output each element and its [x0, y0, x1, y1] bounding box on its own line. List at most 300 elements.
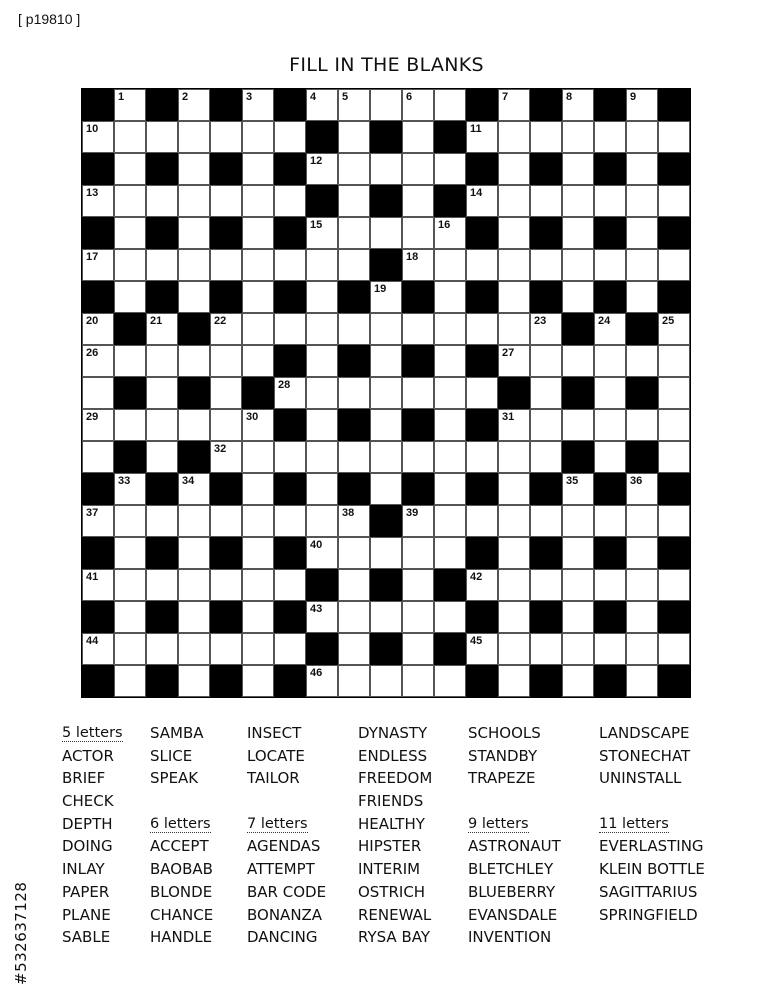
grid-cell[interactable] [402, 601, 434, 633]
grid-cell[interactable] [242, 313, 274, 345]
grid-cell[interactable] [178, 569, 210, 601]
grid-cell[interactable] [146, 505, 178, 537]
grid-cell[interactable] [594, 345, 626, 377]
grid-cell[interactable] [370, 217, 402, 249]
grid-cell[interactable] [658, 121, 690, 153]
grid-cell[interactable] [274, 633, 306, 665]
grid-cell[interactable] [402, 537, 434, 569]
grid-cell[interactable] [498, 281, 530, 313]
grid-cell[interactable] [562, 185, 594, 217]
grid-cell[interactable] [498, 345, 530, 377]
grid-cell[interactable] [178, 217, 210, 249]
black-cell [274, 153, 306, 185]
length-heading [247, 813, 326, 836]
grid-cell[interactable] [306, 377, 338, 409]
grid-cell[interactable] [210, 249, 242, 281]
grid-cell[interactable] [338, 121, 370, 153]
grid-cell[interactable] [306, 281, 338, 313]
grid-cell[interactable] [626, 409, 658, 441]
grid-cell[interactable] [594, 121, 626, 153]
grid-cell[interactable] [114, 281, 146, 313]
grid-cell[interactable] [82, 345, 114, 377]
grid-cell[interactable] [82, 409, 114, 441]
grid-cell[interactable] [242, 409, 274, 441]
grid-cell[interactable] [466, 121, 498, 153]
grid-cell[interactable] [626, 473, 658, 505]
length-heading-text: 9 letters [468, 815, 529, 832]
grid-cell[interactable] [82, 441, 114, 473]
black-cell [658, 281, 690, 313]
word-item [247, 835, 326, 858]
grid-cell[interactable] [242, 121, 274, 153]
grid-cell[interactable] [82, 121, 114, 153]
grid-cell[interactable] [562, 665, 594, 697]
length-heading [599, 813, 705, 836]
black-cell [210, 537, 242, 569]
grid-cell[interactable] [498, 89, 530, 121]
grid-cell[interactable] [658, 313, 690, 345]
grid-cell[interactable] [210, 345, 242, 377]
grid-cell[interactable] [114, 345, 146, 377]
grid-cell[interactable] [626, 665, 658, 697]
grid-cell[interactable] [434, 217, 466, 249]
grid-cell[interactable] [434, 537, 466, 569]
grid-cell[interactable] [498, 633, 530, 665]
grid-cell[interactable] [498, 249, 530, 281]
black-cell [274, 601, 306, 633]
grid-cell[interactable] [178, 185, 210, 217]
black-cell [594, 537, 626, 569]
grid-cell[interactable] [498, 505, 530, 537]
grid-cell[interactable] [498, 313, 530, 345]
word-item [599, 835, 705, 858]
grid-cell[interactable] [338, 537, 370, 569]
grid-cell[interactable] [210, 409, 242, 441]
grid-cell[interactable] [114, 121, 146, 153]
black-cell [530, 217, 562, 249]
word-item [599, 858, 705, 881]
grid-cell[interactable] [658, 505, 690, 537]
grid-cell[interactable] [242, 441, 274, 473]
word-item [358, 813, 432, 836]
grid-cell[interactable] [242, 537, 274, 569]
grid-cell[interactable] [594, 409, 626, 441]
grid-cell[interactable] [210, 121, 242, 153]
grid-cell[interactable] [178, 345, 210, 377]
grid-cell[interactable] [402, 313, 434, 345]
grid-cell[interactable] [114, 537, 146, 569]
grid-cell[interactable] [146, 313, 178, 345]
grid-cell[interactable] [530, 121, 562, 153]
grid-cell[interactable] [306, 409, 338, 441]
grid-cell[interactable] [370, 441, 402, 473]
grid-cell[interactable] [210, 505, 242, 537]
grid-cell[interactable] [370, 313, 402, 345]
grid-cell[interactable] [562, 121, 594, 153]
grid-cell[interactable] [242, 153, 274, 185]
grid-cell[interactable] [178, 409, 210, 441]
word-item [468, 767, 561, 790]
grid-cell[interactable] [146, 345, 178, 377]
grid-cell[interactable] [530, 185, 562, 217]
grid-cell[interactable] [370, 377, 402, 409]
grid-cell[interactable] [594, 249, 626, 281]
grid-cell[interactable] [178, 505, 210, 537]
grid-cell[interactable] [178, 249, 210, 281]
grid-cell[interactable] [562, 89, 594, 121]
clue-number: 28 [278, 379, 291, 391]
black-cell [594, 665, 626, 697]
black-cell [274, 345, 306, 377]
grid-cell[interactable] [626, 217, 658, 249]
grid-cell[interactable] [338, 153, 370, 185]
word-item [599, 722, 705, 745]
grid-cell[interactable] [402, 569, 434, 601]
grid-cell[interactable] [466, 505, 498, 537]
grid-cell[interactable] [146, 249, 178, 281]
grid-cell[interactable] [658, 633, 690, 665]
grid-cell[interactable] [114, 665, 146, 697]
grid-cell[interactable] [658, 377, 690, 409]
grid-cell[interactable] [338, 601, 370, 633]
black-cell [178, 313, 210, 345]
grid-cell[interactable] [370, 281, 402, 313]
black-cell [402, 409, 434, 441]
grid-cell[interactable] [658, 345, 690, 377]
grid-cell[interactable] [82, 377, 114, 409]
grid-cell[interactable] [242, 601, 274, 633]
grid-cell[interactable] [594, 505, 626, 537]
word-item [247, 926, 326, 949]
grid-cell[interactable] [114, 601, 146, 633]
grid-cell[interactable] [242, 249, 274, 281]
grid-cell[interactable] [626, 633, 658, 665]
grid-cell[interactable] [594, 313, 626, 345]
grid-cell[interactable] [242, 569, 274, 601]
grid-cell[interactable] [370, 89, 402, 121]
grid-cell[interactable] [498, 409, 530, 441]
grid-cell[interactable] [466, 185, 498, 217]
grid-cell[interactable] [178, 601, 210, 633]
grid-cell[interactable] [274, 377, 306, 409]
grid-cell[interactable] [626, 281, 658, 313]
grid-cell[interactable] [114, 89, 146, 121]
clue-number: 42 [470, 571, 483, 583]
grid-cell[interactable] [434, 505, 466, 537]
black-cell [434, 569, 466, 601]
grid-cell[interactable] [370, 537, 402, 569]
grid-cell[interactable] [178, 153, 210, 185]
black-cell [530, 537, 562, 569]
grid-cell[interactable] [274, 185, 306, 217]
grid-cell[interactable] [370, 345, 402, 377]
grid-cell[interactable] [274, 505, 306, 537]
grid-cell[interactable] [338, 633, 370, 665]
grid-cell[interactable] [530, 633, 562, 665]
grid-cell[interactable] [82, 185, 114, 217]
grid-cell[interactable] [434, 441, 466, 473]
grid-cell[interactable] [402, 665, 434, 697]
grid-cell[interactable] [402, 377, 434, 409]
grid-cell[interactable] [242, 185, 274, 217]
word-text: HANDLE [150, 928, 213, 947]
grid-cell[interactable] [306, 505, 338, 537]
grid-cell[interactable] [626, 89, 658, 121]
grid-cell[interactable] [466, 249, 498, 281]
grid-cell[interactable] [82, 505, 114, 537]
grid-cell[interactable] [114, 569, 146, 601]
grid-cell[interactable] [338, 665, 370, 697]
grid-cell[interactable] [434, 313, 466, 345]
grid-cell[interactable] [594, 441, 626, 473]
grid-cell[interactable] [434, 473, 466, 505]
grid-cell[interactable] [402, 89, 434, 121]
grid-cell[interactable] [530, 345, 562, 377]
grid-cell[interactable] [562, 409, 594, 441]
grid-cell[interactable] [626, 537, 658, 569]
puzzle-title: FILL IN THE BLANKS [289, 54, 484, 76]
grid-cell[interactable] [498, 601, 530, 633]
grid-cell[interactable] [530, 377, 562, 409]
word-item [62, 881, 123, 904]
grid-cell[interactable] [402, 217, 434, 249]
grid-cell[interactable] [530, 409, 562, 441]
black-cell [274, 217, 306, 249]
grid-cell[interactable] [498, 185, 530, 217]
grid-cell[interactable] [338, 505, 370, 537]
grid-cell[interactable] [306, 217, 338, 249]
grid-cell[interactable] [530, 249, 562, 281]
grid-cell[interactable] [434, 377, 466, 409]
grid-cell[interactable] [146, 441, 178, 473]
word-text: BRIEF [62, 769, 106, 788]
grid-cell[interactable] [242, 505, 274, 537]
grid-cell[interactable] [626, 249, 658, 281]
grid-cell[interactable] [658, 249, 690, 281]
grid-cell[interactable] [498, 217, 530, 249]
grid-cell[interactable] [498, 569, 530, 601]
grid-cell[interactable] [466, 313, 498, 345]
grid-cell[interactable] [434, 89, 466, 121]
word-item [62, 835, 123, 858]
grid-cell[interactable] [146, 569, 178, 601]
clue-number: 3 [246, 91, 253, 103]
grid-cell[interactable] [178, 281, 210, 313]
grid-cell[interactable] [530, 505, 562, 537]
grid-cell[interactable] [402, 185, 434, 217]
grid-cell[interactable] [242, 217, 274, 249]
grid-cell[interactable] [242, 473, 274, 505]
grid-cell[interactable] [370, 473, 402, 505]
grid-cell[interactable] [626, 153, 658, 185]
grid-cell[interactable] [370, 665, 402, 697]
grid-cell[interactable] [210, 313, 242, 345]
grid-cell[interactable] [626, 505, 658, 537]
grid-cell[interactable] [306, 601, 338, 633]
grid-cell[interactable] [338, 89, 370, 121]
grid-cell[interactable] [242, 345, 274, 377]
grid-cell[interactable] [562, 473, 594, 505]
grid-cell[interactable] [114, 185, 146, 217]
clue-number: 46 [310, 667, 323, 679]
grid-cell[interactable] [306, 537, 338, 569]
grid-cell[interactable] [402, 441, 434, 473]
grid-cell[interactable] [178, 537, 210, 569]
grid-cell[interactable] [146, 409, 178, 441]
grid-cell[interactable] [178, 665, 210, 697]
grid-cell[interactable] [82, 249, 114, 281]
black-cell [210, 665, 242, 697]
black-cell [338, 473, 370, 505]
grid-cell[interactable] [402, 121, 434, 153]
grid-cell[interactable] [114, 249, 146, 281]
grid-cell[interactable] [306, 441, 338, 473]
word-text: ATTEMPT [247, 860, 315, 879]
grid-cell[interactable] [530, 569, 562, 601]
grid-cell[interactable] [562, 249, 594, 281]
grid-cell[interactable] [466, 441, 498, 473]
grid-cell[interactable] [562, 601, 594, 633]
grid-cell[interactable] [114, 217, 146, 249]
grid-cell[interactable] [658, 441, 690, 473]
grid-cell[interactable] [562, 633, 594, 665]
black-cell [466, 473, 498, 505]
grid-cell[interactable] [274, 569, 306, 601]
grid-cell[interactable] [274, 249, 306, 281]
grid-cell[interactable] [338, 313, 370, 345]
grid-cell[interactable] [306, 313, 338, 345]
black-cell [626, 441, 658, 473]
grid-cell[interactable] [434, 281, 466, 313]
word-text: DANCING [247, 928, 318, 947]
grid-cell[interactable] [498, 473, 530, 505]
grid-cell[interactable] [338, 377, 370, 409]
grid-cell[interactable] [498, 121, 530, 153]
grid-cell[interactable] [626, 569, 658, 601]
grid-cell[interactable] [530, 313, 562, 345]
grid-cell[interactable] [562, 217, 594, 249]
grid-cell[interactable] [658, 409, 690, 441]
grid-cell[interactable] [210, 441, 242, 473]
grid-cell[interactable] [82, 633, 114, 665]
grid-cell[interactable] [82, 313, 114, 345]
grid-cell[interactable] [466, 377, 498, 409]
grid-cell[interactable] [530, 441, 562, 473]
grid-cell[interactable] [210, 185, 242, 217]
grid-cell[interactable] [210, 569, 242, 601]
grid-cell[interactable] [434, 409, 466, 441]
grid-cell[interactable] [146, 121, 178, 153]
grid-cell[interactable] [274, 313, 306, 345]
grid-cell[interactable] [114, 505, 146, 537]
grid-cell[interactable] [306, 89, 338, 121]
grid-cell[interactable] [562, 569, 594, 601]
grid-cell[interactable] [562, 345, 594, 377]
grid-cell[interactable] [434, 601, 466, 633]
grid-cell[interactable] [498, 665, 530, 697]
grid-cell[interactable] [562, 153, 594, 185]
grid-cell[interactable] [146, 185, 178, 217]
grid-cell[interactable] [498, 441, 530, 473]
grid-cell[interactable] [178, 473, 210, 505]
grid-cell[interactable] [114, 153, 146, 185]
grid-cell[interactable] [338, 249, 370, 281]
grid-cell[interactable] [594, 633, 626, 665]
grid-cell[interactable] [370, 153, 402, 185]
grid-cell[interactable] [306, 345, 338, 377]
grid-cell[interactable] [306, 249, 338, 281]
grid-cell[interactable] [562, 537, 594, 569]
black-cell [338, 281, 370, 313]
grid-cell[interactable] [242, 89, 274, 121]
grid-cell[interactable] [498, 537, 530, 569]
grid-cell[interactable] [658, 569, 690, 601]
grid-cell[interactable] [626, 185, 658, 217]
grid-cell[interactable] [402, 249, 434, 281]
grid-cell[interactable] [562, 505, 594, 537]
grid-cell[interactable] [498, 153, 530, 185]
grid-cell[interactable] [402, 505, 434, 537]
grid-cell[interactable] [594, 185, 626, 217]
grid-cell[interactable] [178, 121, 210, 153]
grid-cell[interactable] [146, 377, 178, 409]
grid-cell[interactable] [466, 569, 498, 601]
grid-cell[interactable] [370, 409, 402, 441]
grid-cell[interactable] [210, 377, 242, 409]
grid-cell[interactable] [306, 153, 338, 185]
grid-cell[interactable] [434, 345, 466, 377]
grid-cell[interactable] [210, 633, 242, 665]
grid-cell[interactable] [626, 601, 658, 633]
grid-cell[interactable] [114, 473, 146, 505]
grid-cell[interactable] [178, 633, 210, 665]
word-column [468, 722, 561, 949]
grid-cell[interactable] [242, 665, 274, 697]
grid-cell[interactable] [242, 633, 274, 665]
grid-cell[interactable] [114, 633, 146, 665]
grid-cell[interactable] [274, 441, 306, 473]
black-cell [306, 121, 338, 153]
grid-cell[interactable] [274, 121, 306, 153]
black-cell [274, 409, 306, 441]
grid-cell[interactable] [242, 281, 274, 313]
grid-cell[interactable] [434, 153, 466, 185]
grid-cell[interactable] [434, 249, 466, 281]
grid-cell[interactable] [306, 665, 338, 697]
grid-cell[interactable] [370, 601, 402, 633]
grid-cell[interactable] [626, 345, 658, 377]
grid-cell[interactable] [146, 633, 178, 665]
grid-cell[interactable] [338, 569, 370, 601]
grid-cell[interactable] [594, 569, 626, 601]
grid-cell[interactable] [434, 665, 466, 697]
grid-cell[interactable] [402, 633, 434, 665]
grid-cell[interactable] [338, 217, 370, 249]
grid-cell[interactable] [658, 185, 690, 217]
grid-cell[interactable] [562, 281, 594, 313]
grid-cell[interactable] [306, 473, 338, 505]
grid-cell[interactable] [402, 153, 434, 185]
grid-cell[interactable] [466, 633, 498, 665]
grid-cell[interactable] [338, 185, 370, 217]
black-cell [530, 665, 562, 697]
grid-cell[interactable] [178, 89, 210, 121]
grid-cell[interactable] [594, 377, 626, 409]
grid-cell[interactable] [82, 569, 114, 601]
grid-cell[interactable] [626, 121, 658, 153]
grid-cell[interactable] [338, 441, 370, 473]
grid-cell[interactable] [114, 409, 146, 441]
